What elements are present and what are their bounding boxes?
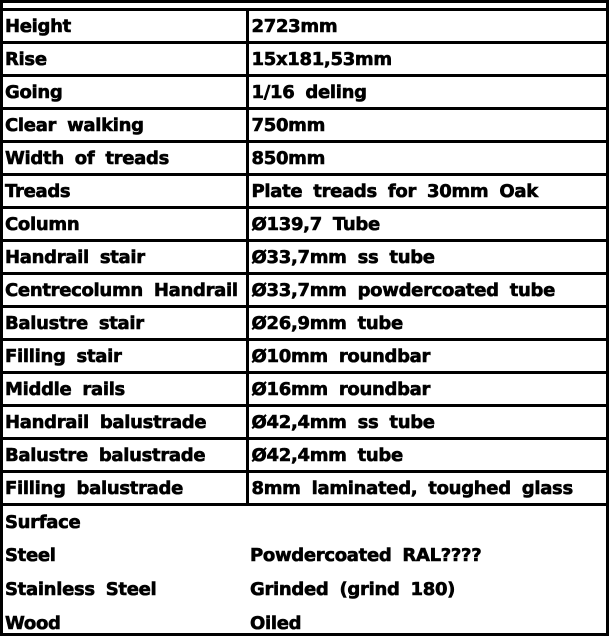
surface-label: Wood xyxy=(5,613,61,634)
spec-value: Plate treads for 30mm Oak xyxy=(247,175,606,208)
spec-value: Ø42,4mm tube xyxy=(247,439,606,472)
spec-value: Ø26,9mm tube xyxy=(247,307,606,340)
spec-value: Ø10mm roundbar xyxy=(247,340,606,373)
spec-row-treads xyxy=(3,175,606,208)
spec-row-handrail-stair xyxy=(3,241,606,274)
spec-value: Ø16mm roundbar xyxy=(247,373,606,406)
surface-row-wood xyxy=(3,607,606,641)
spec-row-rise xyxy=(3,43,606,76)
spec-label: Filling stair xyxy=(3,340,247,373)
spec-row-going xyxy=(3,76,606,109)
spec-label: Height xyxy=(3,10,247,43)
spec-value: 8mm laminated, toughed glass xyxy=(247,472,606,505)
spec-row-handrail-balustrade xyxy=(3,406,606,439)
spec-row-balustre-balustrade xyxy=(3,439,606,472)
spec-row-column xyxy=(3,208,606,241)
spec-value: 750mm xyxy=(247,109,606,142)
spec-value: 1/16 deling xyxy=(247,76,606,109)
spec-label: Handrail balustrade xyxy=(3,406,247,439)
spec-row-filling-balustrade xyxy=(3,472,606,505)
spec-label: Balustre balustrade xyxy=(3,439,247,472)
surface-heading-empty xyxy=(247,505,606,539)
surface-heading: Surface xyxy=(5,511,81,533)
spec-value: Ø33,7mm powdercoated tube xyxy=(247,274,606,307)
surface-heading-row xyxy=(3,505,606,539)
spec-row-balustre-stair xyxy=(3,307,606,340)
surface-row-stainless-steel xyxy=(3,573,606,607)
spec-row-height xyxy=(3,10,606,43)
spec-label: Width of treads xyxy=(3,142,247,175)
spec-label: Filling balustrade xyxy=(3,472,247,505)
surface-row-steel xyxy=(3,539,606,573)
spec-label: Rise xyxy=(3,43,247,76)
spec-label: Middle rails xyxy=(3,373,247,406)
surface-label: Steel xyxy=(5,545,56,566)
spec-label: Going xyxy=(3,76,247,109)
spec-label: Clear walking xyxy=(3,109,247,142)
spec-table xyxy=(3,8,606,641)
spec-label: Centrecolumn Handrail xyxy=(3,274,247,307)
spec-label: Handrail stair xyxy=(3,241,247,274)
surface-value: Oiled xyxy=(250,613,302,634)
spec-label: Treads xyxy=(3,175,247,208)
spec-row-clear-walking xyxy=(3,109,606,142)
spec-value: Ø139,7 Tube xyxy=(247,208,606,241)
spec-row-filling-stair xyxy=(3,340,606,373)
spec-row-centrecolumn-handrail xyxy=(3,274,606,307)
spec-value: 15x181,53mm xyxy=(247,43,606,76)
spec-row-middle-rails xyxy=(3,373,606,406)
spec-label: Balustre stair xyxy=(3,307,247,340)
surface-value: Grinded (grind 180) xyxy=(250,579,456,600)
spec-row-width-of-treads xyxy=(3,142,606,175)
spec-value: Ø33,7mm ss tube xyxy=(247,241,606,274)
spec-label: Column xyxy=(3,208,247,241)
spec-value: Ø42,4mm ss tube xyxy=(247,406,606,439)
spec-value: 850mm xyxy=(247,142,606,175)
surface-value: Powdercoated RAL???? xyxy=(250,545,482,566)
surface-label: Stainless Steel xyxy=(5,579,157,600)
spec-value: 2723mm xyxy=(247,10,606,43)
